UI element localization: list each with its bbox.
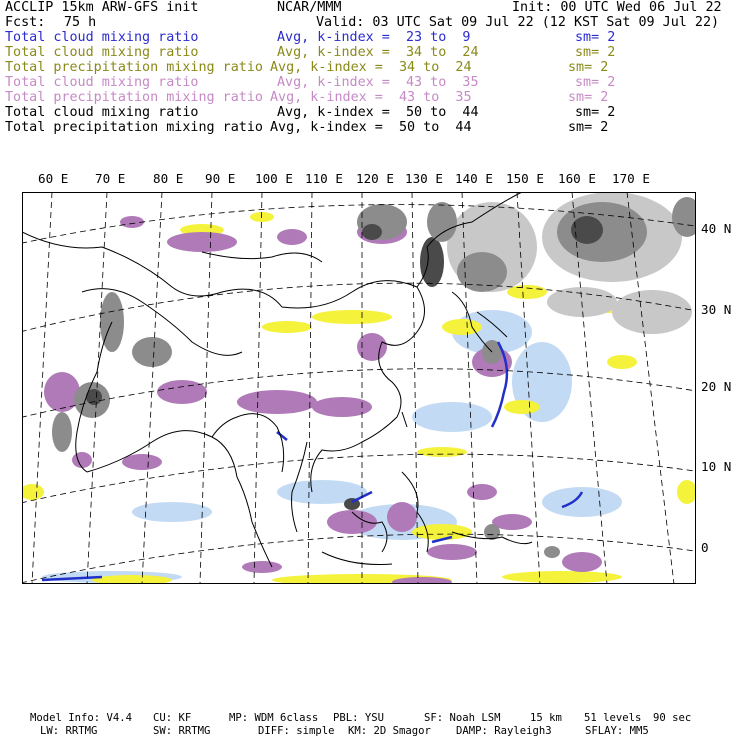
lat-label-40n: 40 N bbox=[701, 221, 732, 236]
footer-levels: 51 levels bbox=[584, 712, 642, 724]
footer-cu: CU: KF bbox=[153, 712, 192, 724]
legend-avg-4: Avg, k-index = 43 to 35 bbox=[277, 75, 479, 90]
footer-sflay: SFLAY: MM5 bbox=[585, 725, 649, 737]
legend-field-4: Total cloud mixing ratio bbox=[5, 75, 199, 90]
footer-model-info: Model Info: V4.4 bbox=[30, 712, 133, 724]
legend-field-6: Total cloud mixing ratio bbox=[5, 105, 199, 120]
forecast-label: Fcst: bbox=[5, 15, 46, 30]
footer-damp: DAMP: Rayleigh3 bbox=[456, 725, 552, 737]
legend-sm-3: sm= 2 bbox=[568, 60, 609, 75]
footer-diff: DIFF: simple bbox=[258, 725, 335, 737]
legend-field-1: Total cloud mixing ratio bbox=[5, 30, 199, 45]
legend-sm-6: sm= 2 bbox=[575, 105, 616, 120]
lon-label-140e: 140 E bbox=[455, 171, 493, 186]
footer-lw: LW: RRTMG bbox=[40, 725, 98, 737]
lon-label-120e: 120 E bbox=[356, 171, 394, 186]
lon-label-170e: 170 E bbox=[612, 171, 650, 186]
lon-label-60e: 60 E bbox=[38, 171, 69, 186]
forecast-hours: 75 h bbox=[64, 15, 97, 30]
lon-label-80e: 80 E bbox=[153, 171, 184, 186]
footer-pbl: PBL: YSU bbox=[333, 712, 385, 724]
legend-field-7: Total precipitation mixing ratio bbox=[5, 120, 263, 135]
legend-avg-6: Avg, k-index = 50 to 44 bbox=[277, 105, 479, 120]
lon-label-130e: 130 E bbox=[405, 171, 443, 186]
init-time: Init: 00 UTC Wed 06 Jul 22 bbox=[512, 0, 722, 15]
lat-label-10n: 10 N bbox=[701, 459, 732, 474]
lon-label-150e: 150 E bbox=[506, 171, 544, 186]
legend-field-2: Total cloud mixing ratio bbox=[5, 45, 199, 60]
footer-sw: SW: RRTMG bbox=[153, 725, 211, 737]
footer-sf: SF: Noah LSM bbox=[424, 712, 501, 724]
legend-avg-7: Avg, k-index = 50 to 44 bbox=[270, 120, 472, 135]
legend-sm-7: sm= 2 bbox=[568, 120, 609, 135]
forecast-map bbox=[22, 192, 696, 584]
legend-avg-1: Avg, k-index = 23 to 9 bbox=[277, 30, 471, 45]
footer-km: KM: 2D Smagor bbox=[348, 725, 431, 737]
legend-field-5: Total precipitation mixing ratio bbox=[5, 90, 263, 105]
lon-label-110e: 110 E bbox=[305, 171, 343, 186]
lon-label-160e: 160 E bbox=[558, 171, 596, 186]
legend-field-3: Total precipitation mixing ratio bbox=[5, 60, 263, 75]
plot-title: ACCLIP 15km ARW-GFS init bbox=[5, 0, 199, 15]
legend-avg-2: Avg, k-index = 34 to 24 bbox=[277, 45, 479, 60]
valid-time: Valid: 03 UTC Sat 09 Jul 22 (12 KST Sat 09 Jul 22) bbox=[316, 15, 720, 30]
footer-timestep: 90 sec bbox=[653, 712, 692, 724]
lat-label-0: 0 bbox=[701, 540, 709, 555]
legend-sm-1: sm= 2 bbox=[575, 30, 616, 45]
lat-label-20n: 20 N bbox=[701, 379, 732, 394]
legend-sm-4: sm= 2 bbox=[575, 75, 616, 90]
lon-label-100e: 100 E bbox=[255, 171, 293, 186]
legend-sm-5: sm= 2 bbox=[568, 90, 609, 105]
footer-mp: MP: WDM 6class bbox=[229, 712, 319, 724]
lon-label-70e: 70 E bbox=[95, 171, 126, 186]
lat-label-30n: 30 N bbox=[701, 302, 732, 317]
legend-avg-3: Avg, k-index = 34 to 24 bbox=[270, 60, 472, 75]
lon-label-90e: 90 E bbox=[205, 171, 236, 186]
footer-resolution: 15 km bbox=[530, 712, 562, 724]
legend-sm-2: sm= 2 bbox=[575, 45, 616, 60]
organization-label: NCAR/MMM bbox=[277, 0, 342, 15]
legend-avg-5: Avg, k-index = 43 to 35 bbox=[270, 90, 472, 105]
